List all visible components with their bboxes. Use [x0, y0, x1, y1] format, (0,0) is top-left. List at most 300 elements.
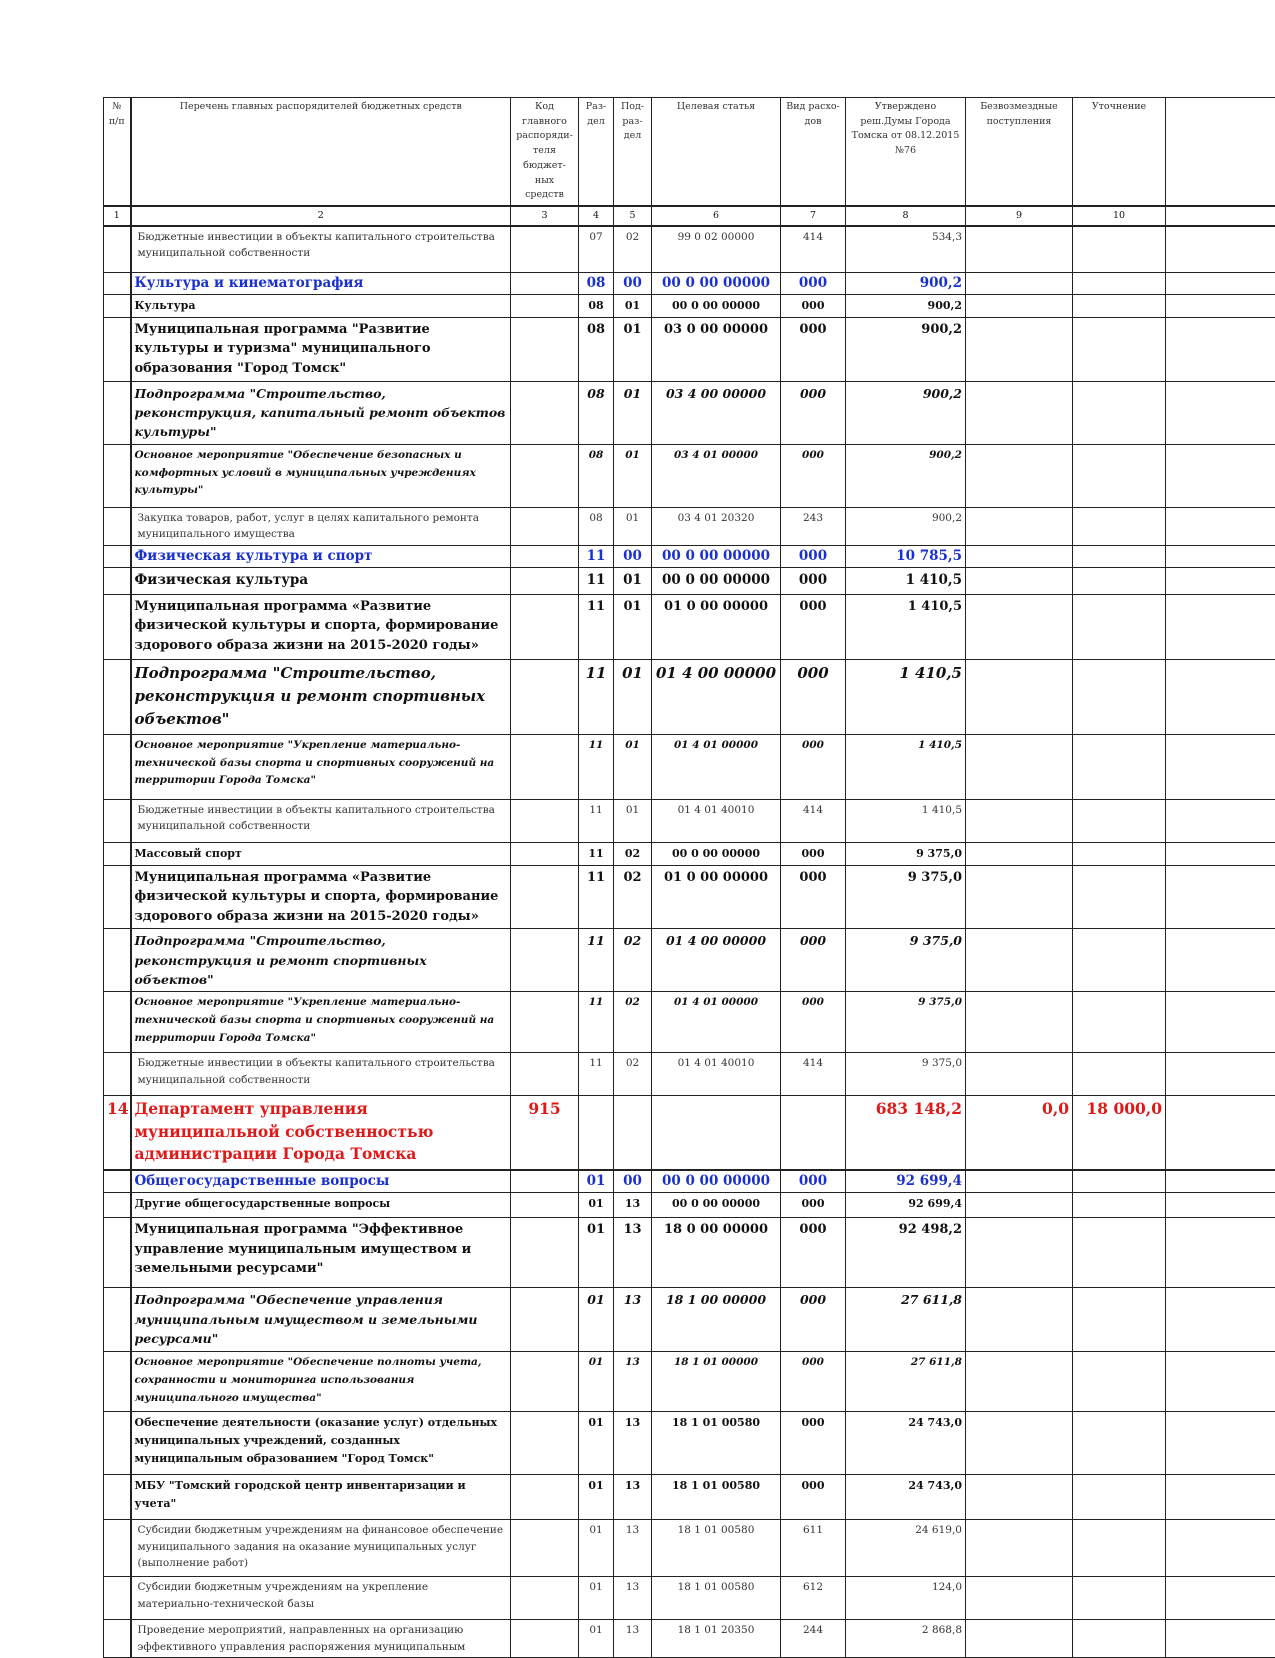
row-name: МБУ "Томский городской центр инвентаризации и учета": [131, 1475, 511, 1520]
row-code: [511, 929, 579, 992]
row-number: [104, 1620, 131, 1658]
row-code: [511, 1288, 579, 1352]
header-clarify: Уточнение: [1073, 98, 1166, 207]
row-podrazdel: 02: [614, 929, 652, 992]
row-vid: 000: [781, 1193, 846, 1218]
row-number: [104, 1352, 131, 1412]
row-vid: 000: [781, 1288, 846, 1352]
table-row: [104, 842, 1275, 865]
row-name: Муниципальная программа «Развитие физической культуры и спорта, формирование здорового образа жизни на 2015-2020 годы»: [131, 594, 511, 659]
row-extra: [1166, 842, 1275, 865]
row-number: [104, 1053, 131, 1096]
row-target: 00 0 00 00000: [652, 842, 781, 865]
row-razdel: 01: [579, 1218, 614, 1288]
row-razdel: 01: [579, 1475, 614, 1520]
row-podrazdel: 01: [614, 381, 652, 444]
row-target: 18 1 01 20350: [652, 1620, 781, 1658]
row-code: [511, 226, 579, 272]
row-number: [104, 799, 131, 842]
row-name: Проведение мероприятий, направленных на организацию эффективного управления распоряжения муниципальным: [131, 1620, 511, 1658]
row-code: 915: [511, 1096, 579, 1170]
row-razdel: 01: [579, 1412, 614, 1475]
colnum-3: 3: [511, 206, 579, 226]
row-free: [966, 272, 1073, 295]
row-name: Основное мероприятие "Обеспечение полноты учета, сохранности и мониторинга использования муниципального имущества": [131, 1352, 511, 1412]
row-approved: 534,3: [846, 226, 966, 272]
row-vid: 000: [781, 545, 846, 568]
row-razdel: 01: [579, 1288, 614, 1352]
row-extra: [1166, 992, 1275, 1053]
colnum-7: 7: [781, 206, 846, 226]
row-podrazdel: 13: [614, 1352, 652, 1412]
row-free: [966, 865, 1073, 929]
row-vid: 000: [781, 1352, 846, 1412]
row-vid: 000: [781, 865, 846, 929]
row-target: 00 0 00 00000: [652, 568, 781, 595]
row-target: 18 1 01 00580: [652, 1520, 781, 1577]
row-razdel: [579, 1096, 614, 1170]
row-podrazdel: 02: [614, 992, 652, 1053]
row-podrazdel: 00: [614, 545, 652, 568]
colnum-6: 6: [652, 206, 781, 226]
row-target: 01 0 00 00000: [652, 594, 781, 659]
row-free: [966, 1193, 1073, 1218]
row-code: [511, 1193, 579, 1218]
row-approved: 2 868,8: [846, 1620, 966, 1658]
row-name: Закупка товаров, работ, услуг в целях капитального ремонта муниципального имущества: [131, 507, 511, 545]
row-number: [104, 929, 131, 992]
row-razdel: 08: [579, 507, 614, 545]
row-extra: [1166, 1475, 1275, 1520]
row-free: [966, 1288, 1073, 1352]
row-approved: 10 785,5: [846, 545, 966, 568]
row-razdel: 11: [579, 1053, 614, 1096]
table-row: [104, 226, 1275, 272]
row-vid: 000: [781, 734, 846, 799]
colnum-1: 1: [104, 206, 131, 226]
row-extra: [1166, 1193, 1275, 1218]
row-extra: [1166, 381, 1275, 444]
row-clarify: [1073, 381, 1166, 444]
row-code: [511, 1218, 579, 1288]
row-podrazdel: 13: [614, 1577, 652, 1620]
row-name: Бюджетные инвестиции в объекты капитального строительства муниципальной собственности: [131, 799, 511, 842]
row-name: Массовый спорт: [131, 842, 511, 865]
row-approved: 1 410,5: [846, 799, 966, 842]
row-razdel: 01: [579, 1577, 614, 1620]
row-podrazdel: 01: [614, 317, 652, 381]
row-extra: [1166, 1218, 1275, 1288]
row-razdel: 11: [579, 734, 614, 799]
table-row: [104, 659, 1275, 734]
header-podrazdel: Под-раз-дел: [614, 98, 652, 207]
row-clarify: [1073, 1352, 1166, 1412]
row-razdel: 11: [579, 799, 614, 842]
row-vid: 414: [781, 1053, 846, 1096]
row-clarify: [1073, 594, 1166, 659]
row-clarify: [1073, 226, 1166, 272]
row-extra: [1166, 1520, 1275, 1577]
budget-table: [103, 97, 1275, 1658]
row-number: 14: [104, 1096, 131, 1170]
table-row: [104, 1620, 1275, 1658]
table-row: [104, 381, 1275, 444]
row-extra: [1166, 272, 1275, 295]
row-approved: 1 410,5: [846, 594, 966, 659]
row-razdel: 01: [579, 1352, 614, 1412]
row-free: [966, 568, 1073, 595]
row-vid: 000: [781, 568, 846, 595]
row-podrazdel: 01: [614, 507, 652, 545]
row-vid: 612: [781, 1577, 846, 1620]
row-vid: 000: [781, 992, 846, 1053]
table-row: [104, 1520, 1275, 1577]
row-target: 00 0 00 00000: [652, 545, 781, 568]
row-clarify: [1073, 865, 1166, 929]
row-target: 01 4 01 00000: [652, 734, 781, 799]
row-approved: 900,2: [846, 317, 966, 381]
row-name: Подпрограмма "Строительство, реконструкция и ремонт спортивных объектов": [131, 659, 511, 734]
row-razdel: 11: [579, 865, 614, 929]
row-clarify: [1073, 444, 1166, 507]
colnum-2: 2: [131, 206, 511, 226]
row-target: 01 4 00 00000: [652, 929, 781, 992]
row-extra: [1166, 1170, 1275, 1193]
row-free: [966, 799, 1073, 842]
row-code: [511, 659, 579, 734]
row-clarify: [1073, 545, 1166, 568]
row-number: [104, 1288, 131, 1352]
row-target: 18 0 00 00000: [652, 1218, 781, 1288]
header-extra: [1166, 98, 1275, 207]
row-free: [966, 1577, 1073, 1620]
row-vid: 414: [781, 799, 846, 842]
colnum-10: 10: [1073, 206, 1166, 226]
row-name: Основное мероприятие "Укрепление материально-технической базы спорта и спортивных сооружений на территории Города Томска": [131, 992, 511, 1053]
row-vid: 244: [781, 1620, 846, 1658]
table-row: [104, 929, 1275, 992]
row-extra: [1166, 568, 1275, 595]
row-extra: [1166, 929, 1275, 992]
row-free: [966, 1412, 1073, 1475]
row-extra: [1166, 444, 1275, 507]
row-podrazdel: 02: [614, 1053, 652, 1096]
row-clarify: [1073, 507, 1166, 545]
row-code: [511, 317, 579, 381]
row-vid: 000: [781, 317, 846, 381]
row-vid: 000: [781, 659, 846, 734]
row-podrazdel: 13: [614, 1412, 652, 1475]
row-razdel: 08: [579, 295, 614, 318]
row-approved: 9 375,0: [846, 1053, 966, 1096]
table-row: [104, 1288, 1275, 1352]
row-number: [104, 317, 131, 381]
colnum-9: 9: [966, 206, 1073, 226]
row-razdel: 08: [579, 381, 614, 444]
header-vid: Вид расхо-дов: [781, 98, 846, 207]
table-row: [104, 1475, 1275, 1520]
row-target: 03 4 00 00000: [652, 381, 781, 444]
row-target: 18 1 01 00580: [652, 1577, 781, 1620]
row-podrazdel: 01: [614, 568, 652, 595]
row-approved: 92 699,4: [846, 1170, 966, 1193]
row-code: [511, 444, 579, 507]
row-code: [511, 272, 579, 295]
row-target: 18 1 01 00000: [652, 1352, 781, 1412]
row-podrazdel: 01: [614, 295, 652, 318]
row-approved: 900,2: [846, 507, 966, 545]
row-approved: 9 375,0: [846, 929, 966, 992]
row-name: Муниципальная программа "Развитие культуры и туризма" муниципального образования "Город Томск": [131, 317, 511, 381]
row-code: [511, 568, 579, 595]
row-number: [104, 659, 131, 734]
row-clarify: 18 000,0: [1073, 1096, 1166, 1170]
row-free: [966, 444, 1073, 507]
row-free: [966, 842, 1073, 865]
row-target: 03 4 01 00000: [652, 444, 781, 507]
table-row: [104, 1577, 1275, 1620]
row-code: [511, 734, 579, 799]
row-name: Общегосударственные вопросы: [131, 1170, 511, 1193]
row-vid: 000: [781, 295, 846, 318]
row-free: 0,0: [966, 1096, 1073, 1170]
table-row: [104, 992, 1275, 1053]
colnum-5: 5: [614, 206, 652, 226]
row-razdel: 11: [579, 594, 614, 659]
row-approved: 900,2: [846, 444, 966, 507]
row-vid: 611: [781, 1520, 846, 1577]
row-free: [966, 929, 1073, 992]
row-target: [652, 1096, 781, 1170]
row-approved: 9 375,0: [846, 992, 966, 1053]
row-extra: [1166, 1096, 1275, 1170]
row-target: 01 0 00 00000: [652, 865, 781, 929]
header-num: № п/п: [104, 98, 131, 207]
table-row: [104, 317, 1275, 381]
row-name: Культура: [131, 295, 511, 318]
row-target: 00 0 00 00000: [652, 295, 781, 318]
row-free: [966, 1218, 1073, 1288]
row-razdel: 08: [579, 272, 614, 295]
row-clarify: [1073, 799, 1166, 842]
row-free: [966, 1520, 1073, 1577]
row-vid: 414: [781, 226, 846, 272]
colnum-11: [1166, 206, 1275, 226]
column-number-row: [104, 206, 1275, 226]
row-free: [966, 1053, 1073, 1096]
row-extra: [1166, 1620, 1275, 1658]
row-razdel: 11: [579, 659, 614, 734]
row-number: [104, 295, 131, 318]
row-clarify: [1073, 842, 1166, 865]
row-code: [511, 381, 579, 444]
row-target: 00 0 00 00000: [652, 272, 781, 295]
row-code: [511, 545, 579, 568]
budget-table-sheet: [103, 97, 1275, 1658]
header-target: Целевая статья: [652, 98, 781, 207]
row-number: [104, 734, 131, 799]
row-approved: 92 699,4: [846, 1193, 966, 1218]
row-approved: 1 410,5: [846, 568, 966, 595]
table-row: [104, 568, 1275, 595]
row-number: [104, 226, 131, 272]
row-number: [104, 1412, 131, 1475]
row-free: [966, 1352, 1073, 1412]
row-razdel: 07: [579, 226, 614, 272]
row-extra: [1166, 317, 1275, 381]
row-extra: [1166, 507, 1275, 545]
row-code: [511, 799, 579, 842]
row-approved: 9 375,0: [846, 842, 966, 865]
row-podrazdel: 01: [614, 594, 652, 659]
row-clarify: [1073, 1170, 1166, 1193]
row-approved: 124,0: [846, 1577, 966, 1620]
table-row: [104, 507, 1275, 545]
row-name: Другие общегосударственные вопросы: [131, 1193, 511, 1218]
row-name: Субсидии бюджетным учреждениям на укрепление материально-технической базы: [131, 1577, 511, 1620]
row-extra: [1166, 545, 1275, 568]
header-name: Перечень главных распорядителей бюджетных средств: [131, 98, 511, 207]
row-approved: 683 148,2: [846, 1096, 966, 1170]
row-clarify: [1073, 992, 1166, 1053]
row-podrazdel: 13: [614, 1475, 652, 1520]
row-free: [966, 226, 1073, 272]
row-approved: 1 410,5: [846, 659, 966, 734]
row-code: [511, 594, 579, 659]
table-row: [104, 272, 1275, 295]
row-target: 00 0 00 00000: [652, 1193, 781, 1218]
row-number: [104, 1170, 131, 1193]
row-vid: 000: [781, 1412, 846, 1475]
row-code: [511, 1170, 579, 1193]
row-name: Муниципальная программа "Эффективное управление муниципальным имуществом и земельными ресурсами": [131, 1218, 511, 1288]
row-number: [104, 1218, 131, 1288]
row-clarify: [1073, 1412, 1166, 1475]
table-row: [104, 865, 1275, 929]
row-name: Физическая культура: [131, 568, 511, 595]
row-name: Муниципальная программа «Развитие физической культуры и спорта, формирование здорового образа жизни на 2015-2020 годы»: [131, 865, 511, 929]
row-target: 00 0 00 00000: [652, 1170, 781, 1193]
row-number: [104, 992, 131, 1053]
row-vid: 000: [781, 929, 846, 992]
row-number: [104, 507, 131, 545]
row-extra: [1166, 659, 1275, 734]
row-clarify: [1073, 659, 1166, 734]
row-name: Бюджетные инвестиции в объекты капитального строительства муниципальной собственности: [131, 1053, 511, 1096]
row-number: [104, 1475, 131, 1520]
row-number: [104, 842, 131, 865]
table-row: [104, 295, 1275, 318]
row-target: 18 1 01 00580: [652, 1475, 781, 1520]
row-approved: 9 375,0: [846, 865, 966, 929]
row-vid: 000: [781, 1170, 846, 1193]
row-code: [511, 865, 579, 929]
row-target: 99 0 02 00000: [652, 226, 781, 272]
row-name: Культура и кинематография: [131, 272, 511, 295]
row-vid: 000: [781, 272, 846, 295]
row-clarify: [1073, 317, 1166, 381]
row-free: [966, 317, 1073, 381]
row-razdel: 01: [579, 1520, 614, 1577]
row-approved: 27 611,8: [846, 1352, 966, 1412]
row-number: [104, 545, 131, 568]
row-code: [511, 507, 579, 545]
row-extra: [1166, 1053, 1275, 1096]
row-razdel: 08: [579, 444, 614, 507]
row-target: 03 0 00 00000: [652, 317, 781, 381]
row-name: Физическая культура и спорт: [131, 545, 511, 568]
row-approved: 900,2: [846, 295, 966, 318]
table-row: [104, 1218, 1275, 1288]
row-podrazdel: 13: [614, 1218, 652, 1288]
row-podrazdel: 01: [614, 734, 652, 799]
row-target: 03 4 01 20320: [652, 507, 781, 545]
colnum-4: 4: [579, 206, 614, 226]
row-razdel: 11: [579, 992, 614, 1053]
row-approved: 24 743,0: [846, 1412, 966, 1475]
row-podrazdel: 01: [614, 444, 652, 507]
row-code: [511, 992, 579, 1053]
row-approved: 1 410,5: [846, 734, 966, 799]
row-free: [966, 734, 1073, 799]
row-name: Основное мероприятие "Обеспечение безопасных и комфортных условий в муниципальных учреждениях культуры": [131, 444, 511, 507]
row-clarify: [1073, 568, 1166, 595]
row-free: [966, 295, 1073, 318]
row-free: [966, 1170, 1073, 1193]
row-target: 01 4 01 40010: [652, 1053, 781, 1096]
row-number: [104, 568, 131, 595]
row-clarify: [1073, 272, 1166, 295]
row-clarify: [1073, 1053, 1166, 1096]
row-free: [966, 381, 1073, 444]
row-extra: [1166, 1352, 1275, 1412]
row-extra: [1166, 1288, 1275, 1352]
row-vid: [781, 1096, 846, 1170]
header-approved: Утверждено реш.Думы Города Томска от 08.12.2015 №76: [846, 98, 966, 207]
row-vid: 000: [781, 381, 846, 444]
row-code: [511, 842, 579, 865]
header-razdel: Раз-дел: [579, 98, 614, 207]
row-extra: [1166, 799, 1275, 842]
row-number: [104, 1520, 131, 1577]
table-row: [104, 594, 1275, 659]
colnum-8: 8: [846, 206, 966, 226]
row-number: [104, 1577, 131, 1620]
table-header-row: [104, 98, 1275, 207]
row-clarify: [1073, 1520, 1166, 1577]
row-approved: 24 619,0: [846, 1520, 966, 1577]
row-razdel: 11: [579, 545, 614, 568]
row-clarify: [1073, 734, 1166, 799]
row-vid: 000: [781, 1218, 846, 1288]
row-clarify: [1073, 1475, 1166, 1520]
row-name: Департамент управления муниципальной собственностью администрации Города Томска: [131, 1096, 511, 1170]
row-number: [104, 1193, 131, 1218]
row-approved: 900,2: [846, 272, 966, 295]
table-row: [104, 734, 1275, 799]
row-target: 01 4 00 00000: [652, 659, 781, 734]
row-name: Основное мероприятие "Укрепление материально-технической базы спорта и спортивных сооружений на территории Города Томска": [131, 734, 511, 799]
row-podrazdel: [614, 1096, 652, 1170]
row-free: [966, 594, 1073, 659]
table-row: [104, 1193, 1275, 1218]
table-row: [104, 1053, 1275, 1096]
row-podrazdel: 02: [614, 226, 652, 272]
row-extra: [1166, 1412, 1275, 1475]
row-razdel: 01: [579, 1193, 614, 1218]
header-free: Безвозмездные поступления: [966, 98, 1073, 207]
row-extra: [1166, 594, 1275, 659]
